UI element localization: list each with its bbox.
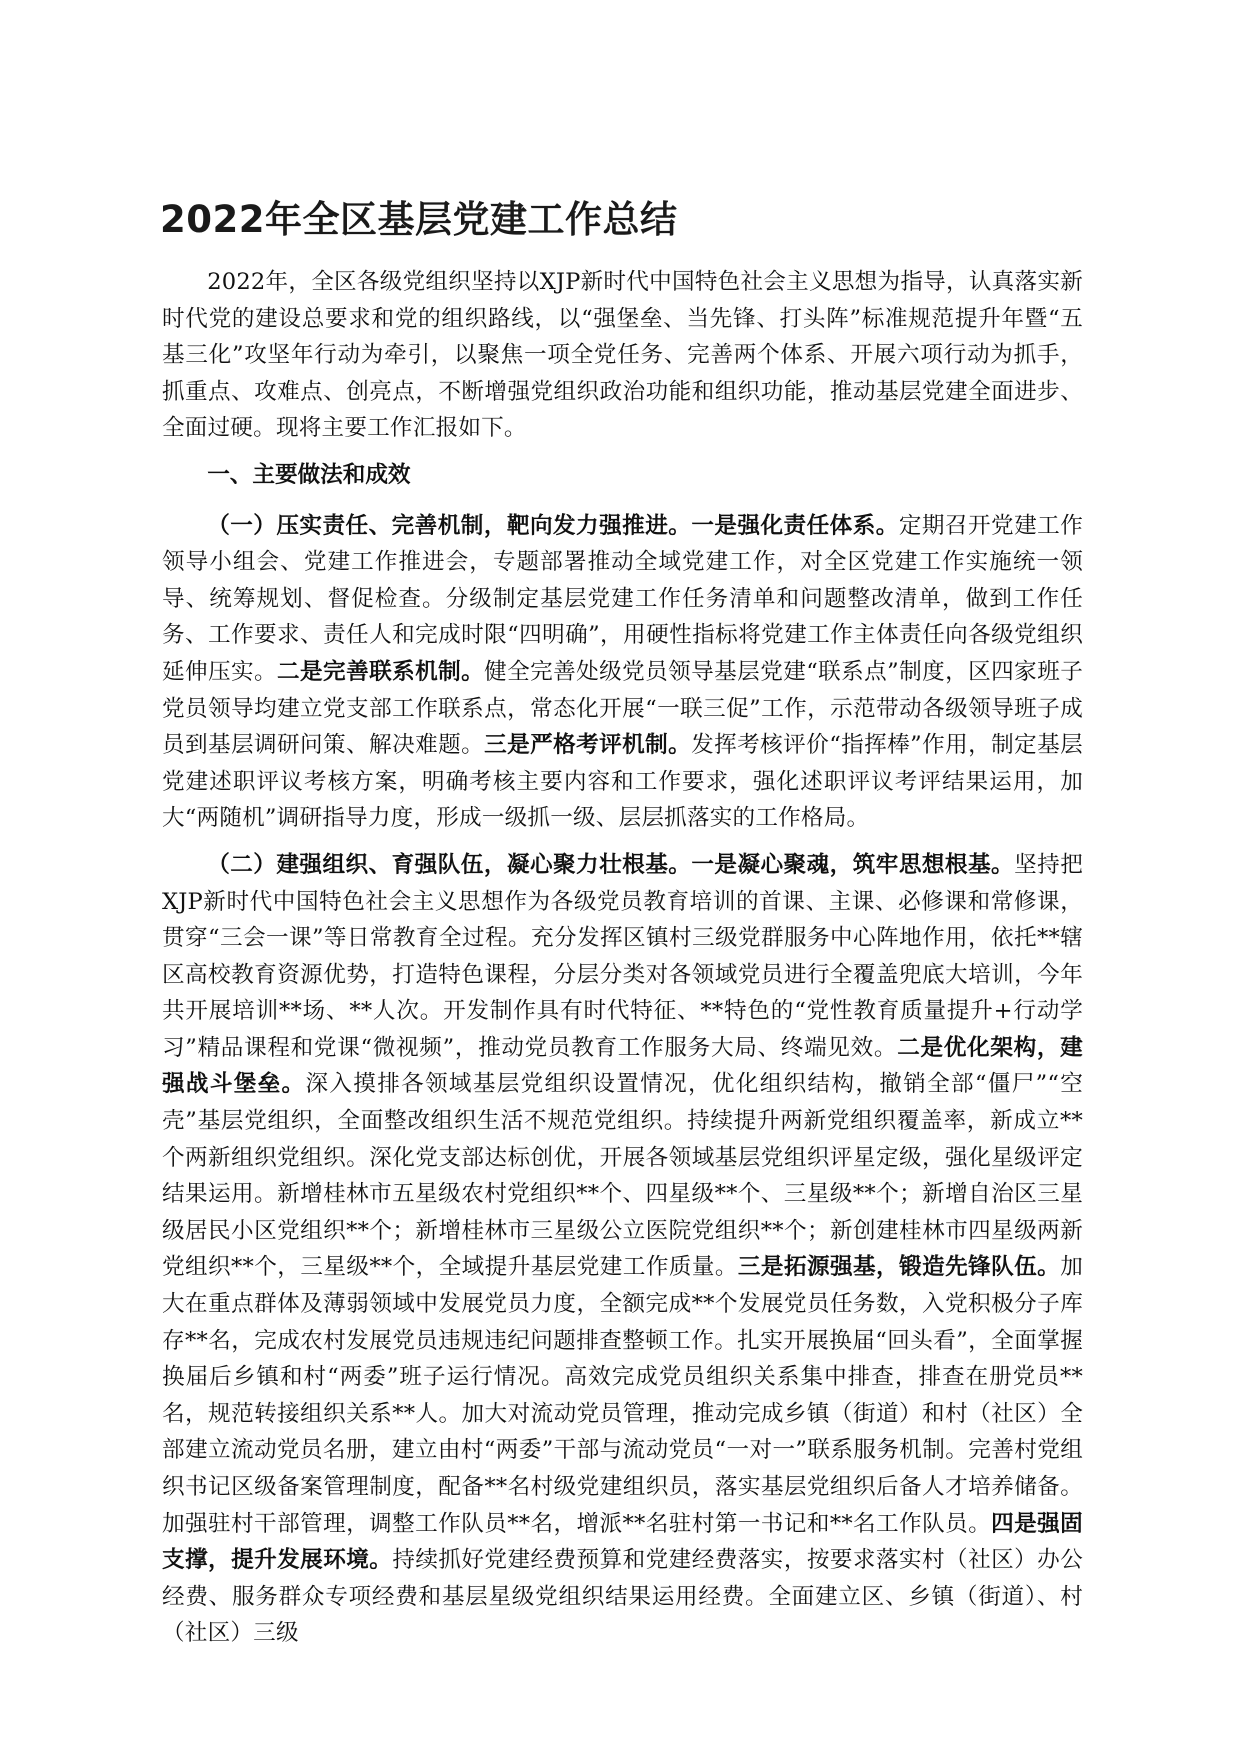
part2-point3-head: 三是拓源强基，锻造先锋队伍。 bbox=[737, 1254, 1061, 1281]
document-page bbox=[162, 196, 1083, 1662]
document-title: 2022年全区基层党建工作总结 bbox=[160, 198, 678, 241]
section-heading-main-practices: 一、主要做法和成效 bbox=[207, 461, 411, 488]
part2-point4-head: 四是强固支撑，提升发展环境。 bbox=[162, 1510, 1083, 1574]
part2-point3-text: 加大在重点群体及薄弱领域中发展党员力度，全额完成**个发展党员任务数，入党积极分子库存**名，完成农村发展党员违规违纪问题排查整顿工作。扎实开展换届“回头看”，全面掌握换届后乡镇和村“两委”班子运行情况。高效完成党员组织关系集中排查，排查在册党员**名，规范转接组织关系**人。加大对流动党员管理，推动完成乡镇（街道）和村（社区）全部建立流动党员名册，建立由村“两委”干部与流动党员“一对一”联系服务机制。完善村党组织书记区级备案管理制度，配备**名村级党建组织员，落实基层党组织后备人才培养储备。加强驻村干部管理，调整工作队员**名，增派**名驻村第一书记和**名工作队员。 bbox=[162, 1254, 1083, 1537]
part1-point3-head: 三是严格考评机制。 bbox=[484, 732, 692, 759]
part2-point4-text: 持续抓好党建经费预算和党建经费落实，按要求落实村（社区）办公经费、服务群众专项经费和基层星级党组织结果运用经费。全面建立区、乡镇（街道）、村（社区）三级 bbox=[162, 1547, 1084, 1647]
part2-heading: （二）建强组织、育强队伍，凝心聚力壮根基。 bbox=[207, 851, 692, 878]
part2-point1-head: 一是凝心聚魂，筑牢思想根基。 bbox=[691, 851, 1015, 878]
part1-point1-head: 一是强化责任体系。 bbox=[691, 512, 899, 539]
part1-point1-text: 定期召开党建工作领导小组会、党建工作推进会，专题部署推动全域党建工作，对全区党建工作实施统一领导、统筹规划、督促检查。分级制定基层党建工作任务清单和问题整改清单，做到工作任务、工作要求、责任人和完成时限“四明确”，用硬性指标将党建工作主体责任向各级党组织延伸压实。 bbox=[162, 512, 1083, 685]
part1-point2-head: 二是完善联系机制。 bbox=[277, 658, 485, 685]
part2-point2-head: 二是优化架构，建强战斗堡垒。 bbox=[162, 1034, 1083, 1098]
part2-point2-text: 深入摸排各领域基层党组织设置情况，优化组织结构，撤销全部“僵尸”“空壳”基层党组织，全面整改组织生活不规范党组织。持续提升两新党组织覆盖率，新成立**个两新组织党组织。深化党支部达标创优，开展各领域基层党组织评星定级，强化星级评定结果运用。新增桂林市五星级农村党组织**个、四星级**个、三星级**个；新增自治区三星级居民小区党组织**个；新增桂林市三星级公立医院党组织**个；新创建桂林市四星级两新党组织**个，三星级**个，全域提升基层党建工作质量。 bbox=[162, 1071, 1084, 1281]
part1-heading: （一）压实责任、完善机制，靶向发力强推进。 bbox=[207, 512, 692, 539]
intro-paragraph: 2022年，全区各级党组织坚持以XJP新时代中国特色社会主义思想为指导，认真落实新时代党的建设总要求和党的组织路线，以“强堡垒、当先锋、打头阵”标准规范提升年暨“五基三化”攻坚年行动为牵引，以聚焦一项全党任务、完善两个体系、开展六项行动为抓手，抓重点、攻难点、创亮点，不断增强党组织政治功能和组织功能，推动基层党建全面进步、全面过硬。现将主要工作汇报如下。 bbox=[162, 269, 1083, 442]
paragraph-part-2 bbox=[162, 847, 1083, 1652]
part1-point2-text: 健全完善处级党员领导基层党建“联系点”制度，区四家班子党员领导均建立党支部工作联系点，常态化开展“一联三促”工作，示范带动各级领导班子成员到基层调研问策、解决难题。 bbox=[162, 658, 1083, 759]
paragraph-part-1 bbox=[162, 508, 1083, 837]
part2-point1-text: 坚持把XJP新时代中国特色社会主义思想作为各级党员教育培训的首课、主课、必修课和常修课，贯穿“三会一课”等日常教育全过程。充分发挥区镇村三级党群服务中心阵地作用，依托**辖区高校教育资源优势，打造特色课程，分层分类对各领域党员进行全覆盖兜底大培训，今年共开展培训**场、**人次。开发制作具有时代特征、**特色的“党性教育质量提升+行动学习”精品课程和党课“微视频”，推动党员教育工作服务大局、终端见效。 bbox=[162, 851, 1083, 1061]
part1-point3-text: 发挥考核评价“指挥棒”作用，制定基层党建述职评议考核方案，明确考核主要内容和工作要求，强化述职评议考评结果运用，加大“两随机”调研指导力度，形成一级抓一级、层层抓落实的工作格局。 bbox=[162, 732, 1083, 832]
